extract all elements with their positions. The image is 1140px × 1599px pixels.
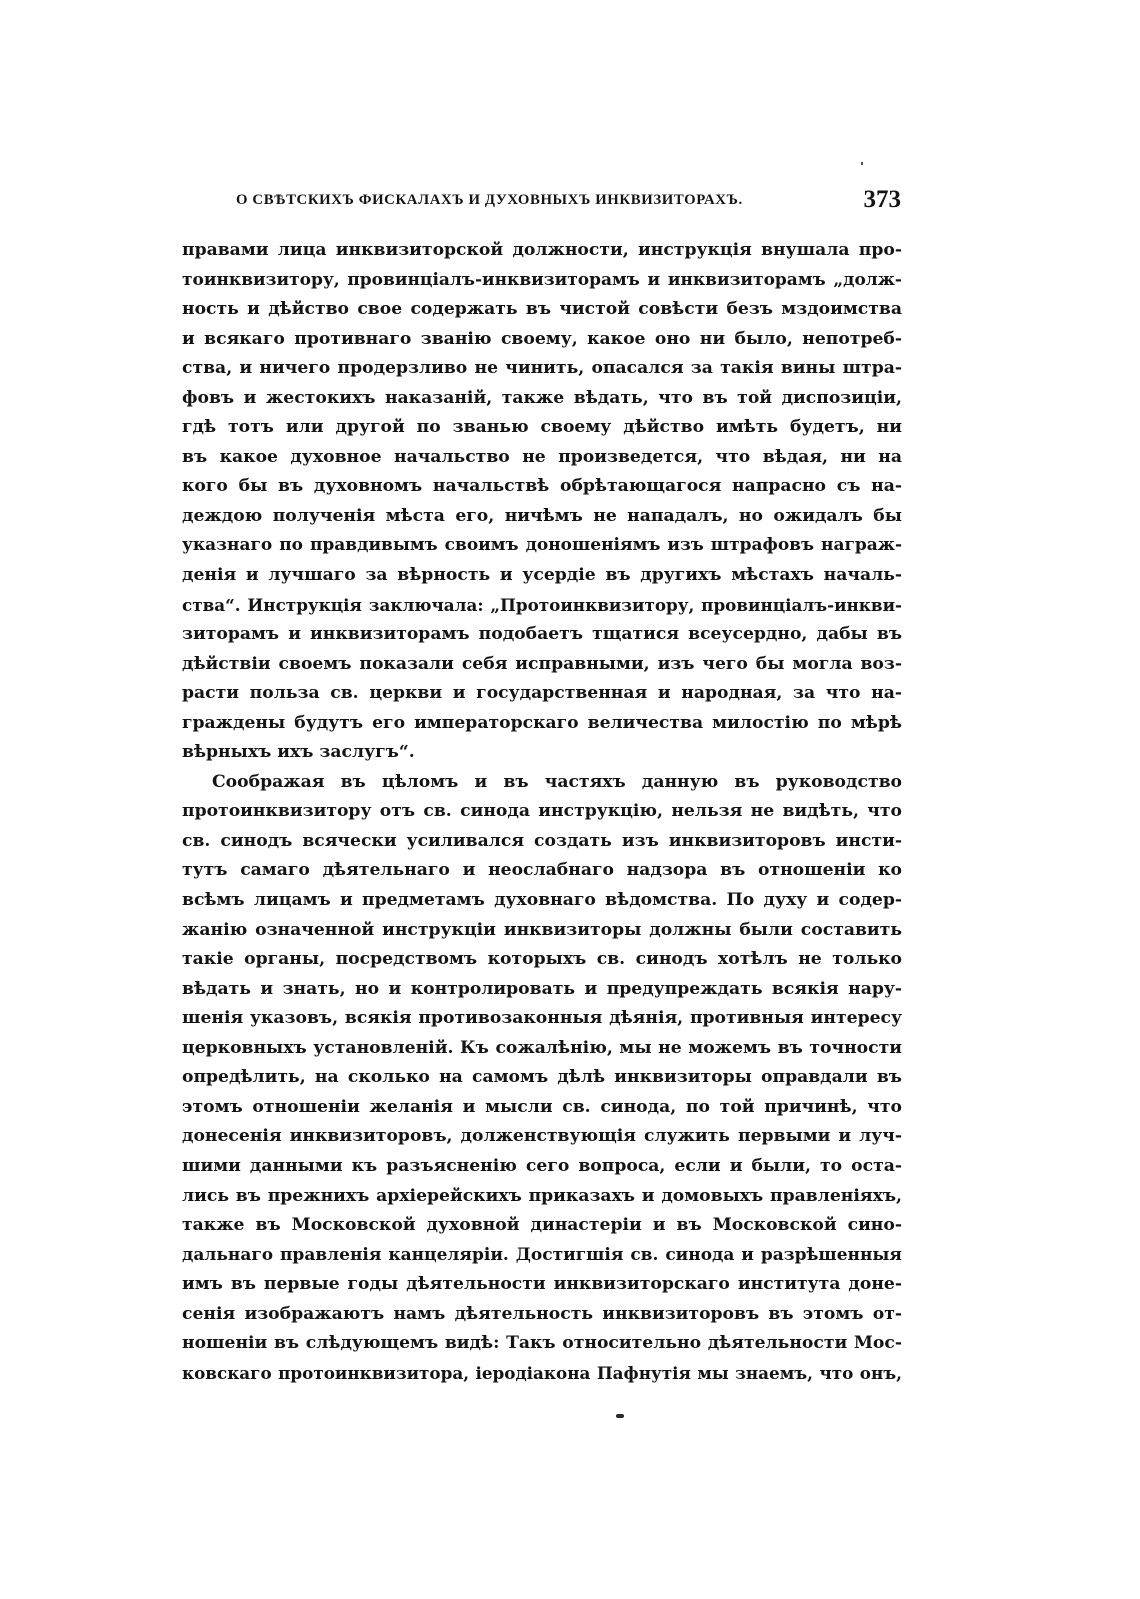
text-line: тоинквизитору, провинціалъ-инквизиторамъ и инквизиторамъ „долж- [182, 269, 902, 290]
page-number: 373 [863, 186, 901, 213]
running-head [236, 186, 901, 216]
text-line: граждены будутъ его императорскаго величества милостію по мѣрѣ [182, 712, 902, 733]
text-line: такіе органы, посредствомъ которыхъ св. синодъ хотѣлъ не только [182, 949, 902, 970]
text-line: денія и лучшаго за вѣрность и усердіе въ другихъ мѣстахъ началь- [182, 565, 902, 586]
text-line: ношеніи въ слѣдующемъ видѣ: Такъ относительно дѣятельности Мос- [182, 1333, 902, 1354]
text-line: донесенія инквизиторовъ, долженствующія служить первыми и луч- [182, 1126, 902, 1147]
text-line: вѣрныхъ ихъ заслугъ“. [182, 742, 415, 763]
text-line: вѣдать и знать, но и контролировать и предупреждать всякія нару- [182, 978, 902, 999]
paragraph-first-line: Соображая въ цѣломъ и въ частяхъ данную въ руководство [212, 771, 902, 792]
text-line: имъ въ первые годы дѣятельности инквизиторскаго института доне- [182, 1274, 902, 1295]
text-line: гдѣ тотъ или другой по званью своему дѣйство имѣть будетъ, ни [182, 417, 902, 438]
text-line: ность и дѣйство свое содержать въ чистой совѣсти безъ мздоимства [182, 299, 902, 320]
text-line: и всякаго противнаго званію своему, какое оно ни было, непотреб- [182, 328, 902, 349]
body-text [182, 236, 902, 1388]
text-line: дѣйствіи своемъ показали себя исправными, изъ чего бы могла воз- [182, 653, 902, 674]
text-line: въ какое духовное начальство не произведется, что вѣдая, ни на [182, 446, 902, 467]
text-line: жанію означенной инструкціи инквизиторы должны были составить [182, 919, 902, 940]
text-line: ства, и ничего продерзливо не чинить, опасался за такія вины штра- [182, 358, 902, 379]
text-line: зиторамъ и инквизиторамъ подобаетъ тщатися всеусердно, дабы въ [182, 624, 902, 645]
text-line: шими данными къ разъясненію сего вопроса, если и были, то оста- [182, 1155, 902, 1176]
text-line: опредѣлить, на сколько на самомъ дѣлѣ инквизиторы оправдали въ [182, 1067, 902, 1088]
text-line: кого бы въ духовномъ начальствѣ обрѣтающагося напрасно съ на- [182, 476, 902, 497]
text-line: указнаго по правдивымъ своимъ доношеніямъ изъ штрафовъ награж- [182, 535, 902, 556]
text-line: ства“. Инструкція заключала: „Протоинквизитору, провинціалъ-инкви- [182, 594, 902, 615]
text-line: шенія указовъ, всякія противозаконныя дѣянія, противныя интересу [182, 1008, 902, 1029]
text-line: всѣмъ лицамъ и предметамъ духовнаго вѣдомства. По духу и содер- [182, 890, 902, 911]
text-line: тутъ самаго дѣятельнаго и неослабнаго надзора въ отношеніи ко [182, 860, 902, 881]
text-line: ковскаго протоинквизитора, іеродіакона Пафнутія мы знаемъ, что онъ, [182, 1362, 902, 1383]
text-line: дальнаго правленія канцеляріи. Достигшія св. синода и разрѣшенныя [182, 1244, 902, 1265]
text-line: фовъ и жестокихъ наказаній, также вѣдать, что въ той диспозиціи, [182, 387, 902, 408]
text-line: также въ Московской духовной династеріи и въ Московской сино- [182, 1215, 902, 1236]
text-line: церковныхъ установленій. Къ сожалѣнію, мы не можемъ въ точности [182, 1037, 902, 1058]
paper-speck [861, 162, 863, 165]
text-line: протоинквизитору отъ св. синода инструкцію, нельзя не видѣть, что [182, 801, 902, 822]
text-line: этомъ отношеніи желанія и мысли св. синода, по той причинѣ, что [182, 1096, 902, 1117]
running-title: О СВѢТСКИХЪ ФИСКАЛАХЪ И ДУХОВНЫХЪ ИНКВИЗИТОРАХЪ. [236, 192, 743, 208]
text-line: сенія изображаютъ намъ дѣятельность инквизиторовъ въ этомъ от- [182, 1303, 902, 1324]
text-line: лись въ прежнихъ архіерейскихъ приказахъ и домовыхъ правленіяхъ, [182, 1185, 902, 1206]
text-line: св. синодъ всячески усиливался создать изъ инквизиторовъ инсти- [182, 830, 902, 851]
text-line: расти польза св. церкви и государственная и народная, за что на- [182, 683, 902, 704]
text-line: правами лица инквизиторской должности, инструкція внушала про- [182, 240, 902, 260]
text-line: деждою полученія мѣста его, ничѣмъ не нападалъ, но ожидалъ бы [182, 505, 902, 526]
ink-speck [616, 1414, 624, 1418]
